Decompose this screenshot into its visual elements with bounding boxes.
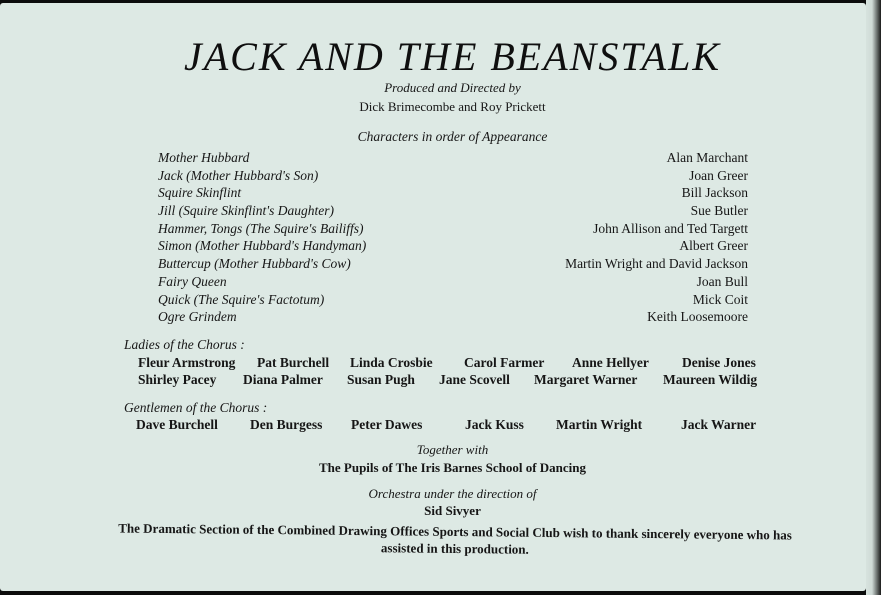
actor: Joan Greer (689, 167, 748, 183)
chorus-member: Anne Hellyer (572, 355, 649, 370)
cast-row (158, 149, 748, 167)
programme-title: JACK AND THE BEANSTALK (183, 34, 721, 79)
cast-row (158, 273, 748, 291)
producers: Dick Brimecombe and Roy Prickett (359, 99, 546, 114)
chorus-member: Jack Warner (681, 417, 757, 432)
chorus-member: Carol Farmer (464, 355, 545, 370)
actor: Albert Greer (679, 238, 748, 254)
role: Quick (The Squire's Factotum) (158, 291, 325, 307)
actor: Keith Loosemoore (647, 309, 748, 325)
actor: Joan Bull (696, 273, 748, 289)
programme-card (0, 3, 866, 591)
gentlemen-chorus-heading: Gentlemen of the Chorus : (124, 400, 268, 415)
thanks-note: The Dramatic Section of the Combined Drawing Offices Sports and Social Club wish to thank sincerely everyone who has assisted in this production. (118, 520, 792, 557)
chorus-member: Pat Burchell (257, 355, 330, 370)
cast-row (158, 184, 748, 202)
chorus-member: Susan Pugh (347, 372, 415, 387)
chorus-member: Jane Scovell (439, 372, 510, 387)
characters-heading: Characters in order of Appearance (357, 129, 548, 144)
chorus-member: Dave Burchell (136, 417, 218, 432)
cast-row (158, 167, 748, 185)
produced-label: Produced and Directed by (384, 80, 521, 95)
cast-row (158, 291, 748, 309)
role: Fairy Queen (158, 273, 227, 289)
role: Jill (Squire Skinflint's Daughter) (158, 203, 334, 219)
cast-row (158, 220, 748, 238)
cast-list (158, 149, 748, 326)
role: Mother Hubbard (158, 150, 250, 165)
chorus-member: Margaret Warner (534, 372, 638, 387)
chorus-member: Jack Kuss (465, 417, 524, 432)
ladies-chorus-heading: Ladies of the Chorus : (124, 337, 245, 352)
chorus-member: Diana Palmer (243, 372, 323, 387)
role: Buttercup (Mother Hubbard's Cow) (158, 256, 351, 272)
chorus-member: Peter Dawes (351, 417, 423, 432)
role: Ogre Grindem (158, 309, 237, 325)
role: Jack (Mother Hubbard's Son) (158, 167, 319, 183)
cast-row (158, 237, 748, 255)
chorus-member: Denise Jones (682, 355, 756, 370)
role: Hammer, Tongs (The Squire's Bailiffs) (158, 220, 364, 236)
actor: Sue Butler (690, 203, 748, 219)
chorus-member: Shirley Pacey (138, 372, 217, 387)
chorus-member: Den Burgess (250, 417, 323, 432)
actor: Mick Coit (692, 291, 748, 307)
orchestra-label: Orchestra under the direction of (368, 486, 537, 501)
chorus-member: Linda Crosbie (350, 355, 433, 370)
orchestra-director: Sid Sivyer (424, 503, 481, 518)
actor: Martin Wright and David Jackson (565, 256, 748, 272)
role: Squire Skinflint (158, 185, 242, 201)
dancing-school: The Pupils of The Iris Barnes School of Dancing (318, 460, 587, 475)
together-label: Together with (416, 442, 489, 457)
chorus-member: Fleur Armstrong (138, 355, 236, 370)
chorus-member: Maureen Wildig (663, 372, 758, 387)
chorus-member: Martin Wright (556, 417, 643, 432)
role: Simon (Mother Hubbard's Handyman) (158, 238, 367, 254)
cast-row (158, 308, 748, 326)
actor: John Allison and Ted Targett (593, 220, 748, 236)
cast-row (158, 255, 748, 273)
card-edge-shadow (866, 0, 881, 595)
actor: Bill Jackson (681, 185, 748, 201)
cast-row (158, 202, 748, 220)
actor: Alan Marchant (666, 150, 748, 165)
